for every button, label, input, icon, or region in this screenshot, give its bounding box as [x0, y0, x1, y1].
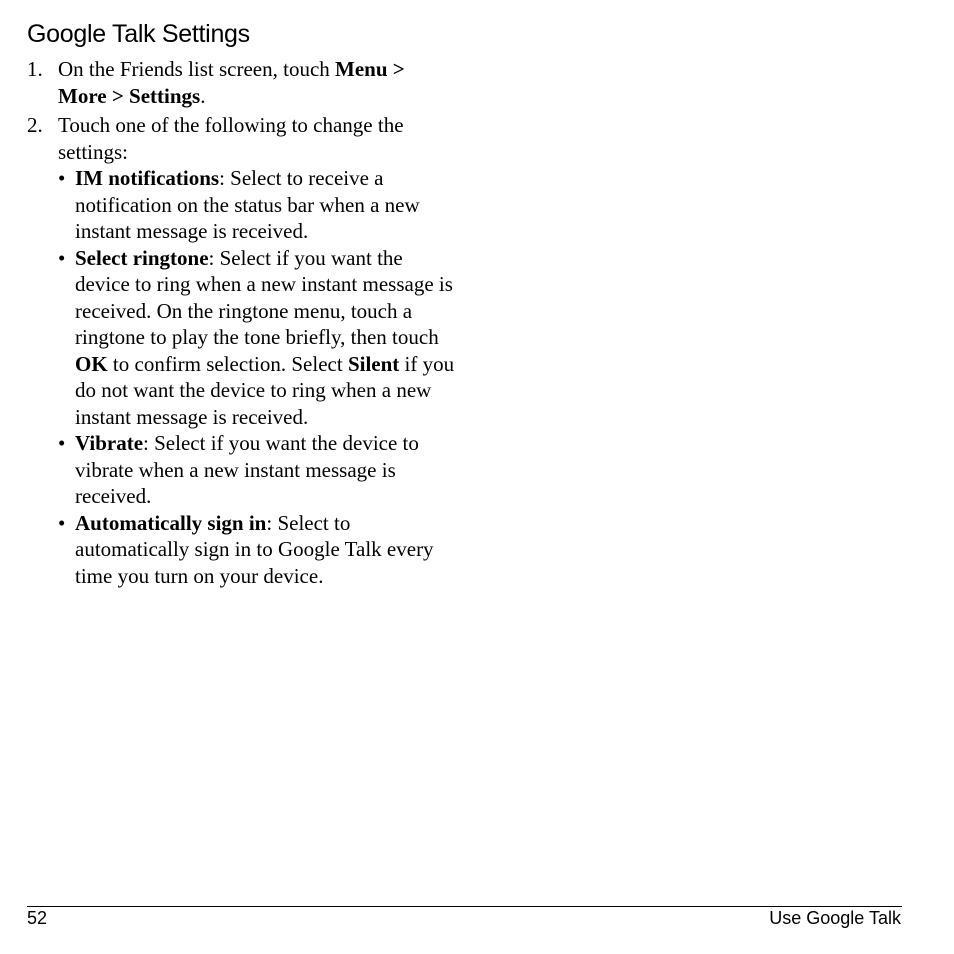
option-select-ringtone — [58, 245, 457, 431]
option-description-cont: to confirm selection. Select — [107, 351, 348, 376]
option-term: Select ringtone — [75, 245, 209, 270]
footer-divider — [27, 906, 902, 907]
ok-label: OK — [75, 351, 108, 376]
step-text: On the Friends list screen, touch — [58, 57, 336, 81]
option-description: : Select if you want the device to vibrate when a new instant message is received. — [75, 431, 419, 508]
option-term: IM notifications — [75, 166, 220, 190]
option-vibrate — [58, 430, 457, 510]
step-number: 1. — [27, 57, 43, 81]
option-term: Vibrate — [75, 431, 144, 455]
bullet-mark: • — [58, 245, 66, 270]
option-description: : Select if you want the device to ring when a new instant message is received. On the ringtone menu, touch a ringtone to play the tone briefly, then touch — [75, 245, 453, 349]
step-2 — [27, 112, 457, 589]
option-term: Automatically sign in — [75, 510, 267, 535]
option-description-end: if you do not want the device to ring when a new instant message is received. — [75, 351, 455, 429]
menu-path: Menu > More > Settings — [58, 57, 405, 108]
step-text-end: . — [200, 83, 206, 108]
step-number: 2. — [27, 113, 43, 137]
section-title: Use Google Talk — [769, 908, 901, 928]
settings-instructions — [27, 56, 457, 592]
bullet-mark: • — [58, 510, 66, 535]
bullet-mark: • — [58, 431, 66, 455]
step-text: Touch one of the following to change the settings: — [58, 113, 404, 164]
option-automatically-sign-in — [58, 510, 457, 590]
option-im-notifications — [58, 165, 457, 245]
silent-label: Silent — [347, 351, 400, 376]
option-description: : Select to automatically sign in to Google Talk every time you turn on your device. — [75, 510, 434, 588]
step-1 — [27, 56, 457, 109]
settings-options-list — [58, 165, 457, 589]
page-title: Google Talk Settings — [27, 20, 250, 48]
bullet-mark: • — [58, 166, 66, 190]
page-number: 52 — [27, 908, 48, 928]
option-description: : Select to receive a notification on the status bar when a new instant message is received. — [75, 166, 420, 243]
